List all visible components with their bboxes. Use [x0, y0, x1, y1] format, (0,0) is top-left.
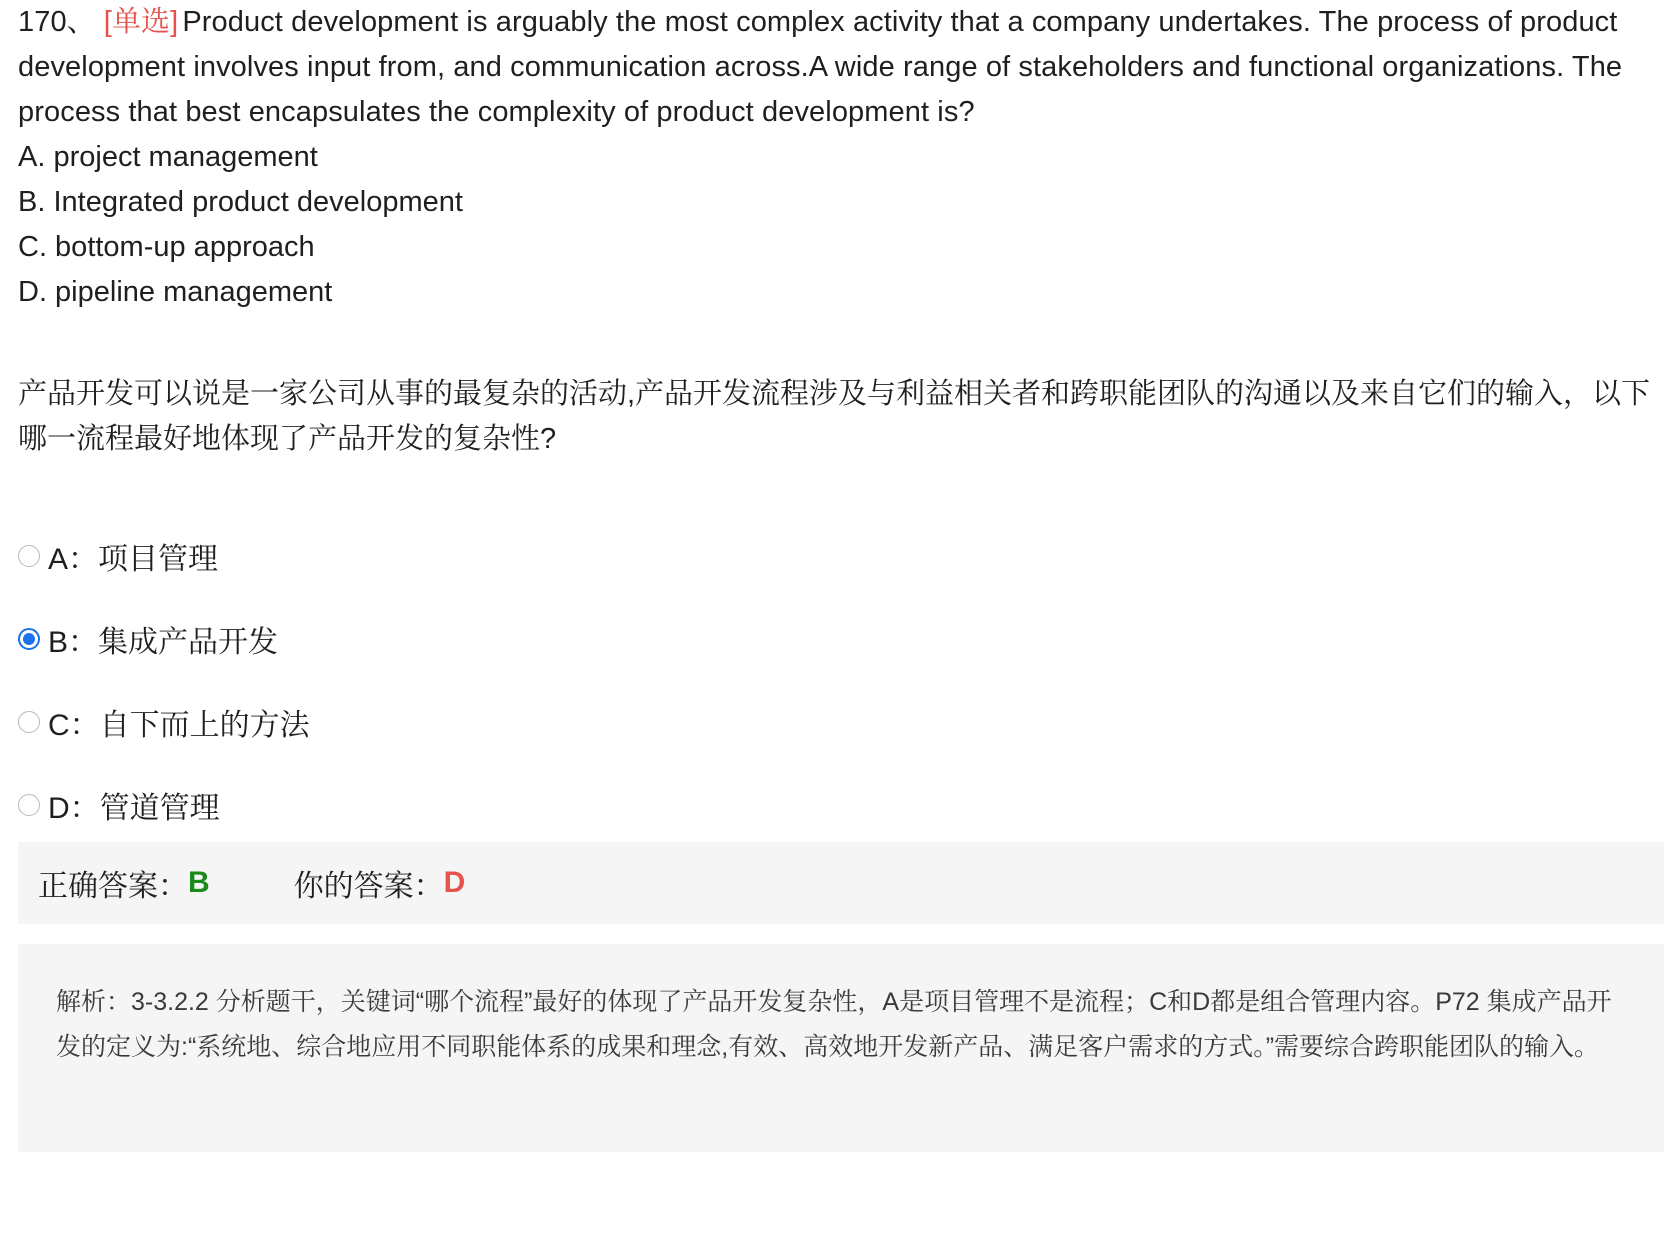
question-text: Product development is arguably the most complex activity that a company undertakes. The process of product development involves input from, and communication across.A wide range of stakeholders and functional organizations. The process that best encapsulates the complexity of product development is? — [18, 6, 1623, 128]
choice-label: C：自下而上的方法 — [48, 708, 310, 742]
choice-d[interactable] — [18, 763, 1664, 846]
your-answer-value: D — [443, 866, 466, 899]
question-option: D. pipeline management — [18, 276, 333, 308]
choice-label: B：集成产品开发 — [48, 625, 279, 659]
your-answer-label: 你的答案： — [293, 870, 444, 903]
question-number: 170、 — [18, 6, 96, 38]
correct-answer-label: 正确答案： — [38, 870, 188, 903]
question-option: C. bottom-up approach — [18, 231, 315, 263]
choice-a[interactable] — [18, 514, 1664, 597]
answer-choices — [18, 514, 1664, 846]
choice-c[interactable] — [18, 680, 1664, 763]
question-option: B. Integrated product development — [18, 186, 463, 218]
question-option: A. project management — [18, 141, 318, 173]
radio-button[interactable] — [18, 545, 40, 567]
choice-b[interactable] — [18, 597, 1664, 680]
radio-button[interactable] — [18, 794, 40, 816]
radio-button-checked[interactable] — [18, 628, 40, 650]
choice-label: D：管道管理 — [48, 791, 220, 825]
question-type-tag: [单选] — [103, 6, 179, 38]
answer-panel — [18, 842, 1664, 924]
question-page — [18, 0, 1664, 1061]
chinese-question-text: 产品开发可以说是一家公司从事的最复杂的活动,产品开发流程涉及与利益相关者和跨职能团队的沟通以及来自它们的输入，以下哪一流程最好地体现了产品开发的复杂性? — [18, 378, 1651, 455]
analysis-panel — [18, 944, 1664, 1152]
analysis-text: 解析：3-3.2.2 分析题干，关键词“哪个流程”最好的体现了产品开发复杂性，A是项目管理不是流程；C和D都是组合管理内容。P72 集成产品开发的定义为:“系统地、综合地应用不同职能体系的成果和理念,有效、高效地开发新产品、满足客户需求的方式。”需要综合跨职能团队的输入。 — [56, 988, 1612, 1061]
correct-answer-value: B — [188, 866, 210, 899]
question-options — [18, 135, 1664, 315]
radio-button[interactable] — [18, 711, 40, 733]
question-stem — [18, 0, 1664, 135]
choice-label: A：项目管理 — [48, 542, 219, 576]
